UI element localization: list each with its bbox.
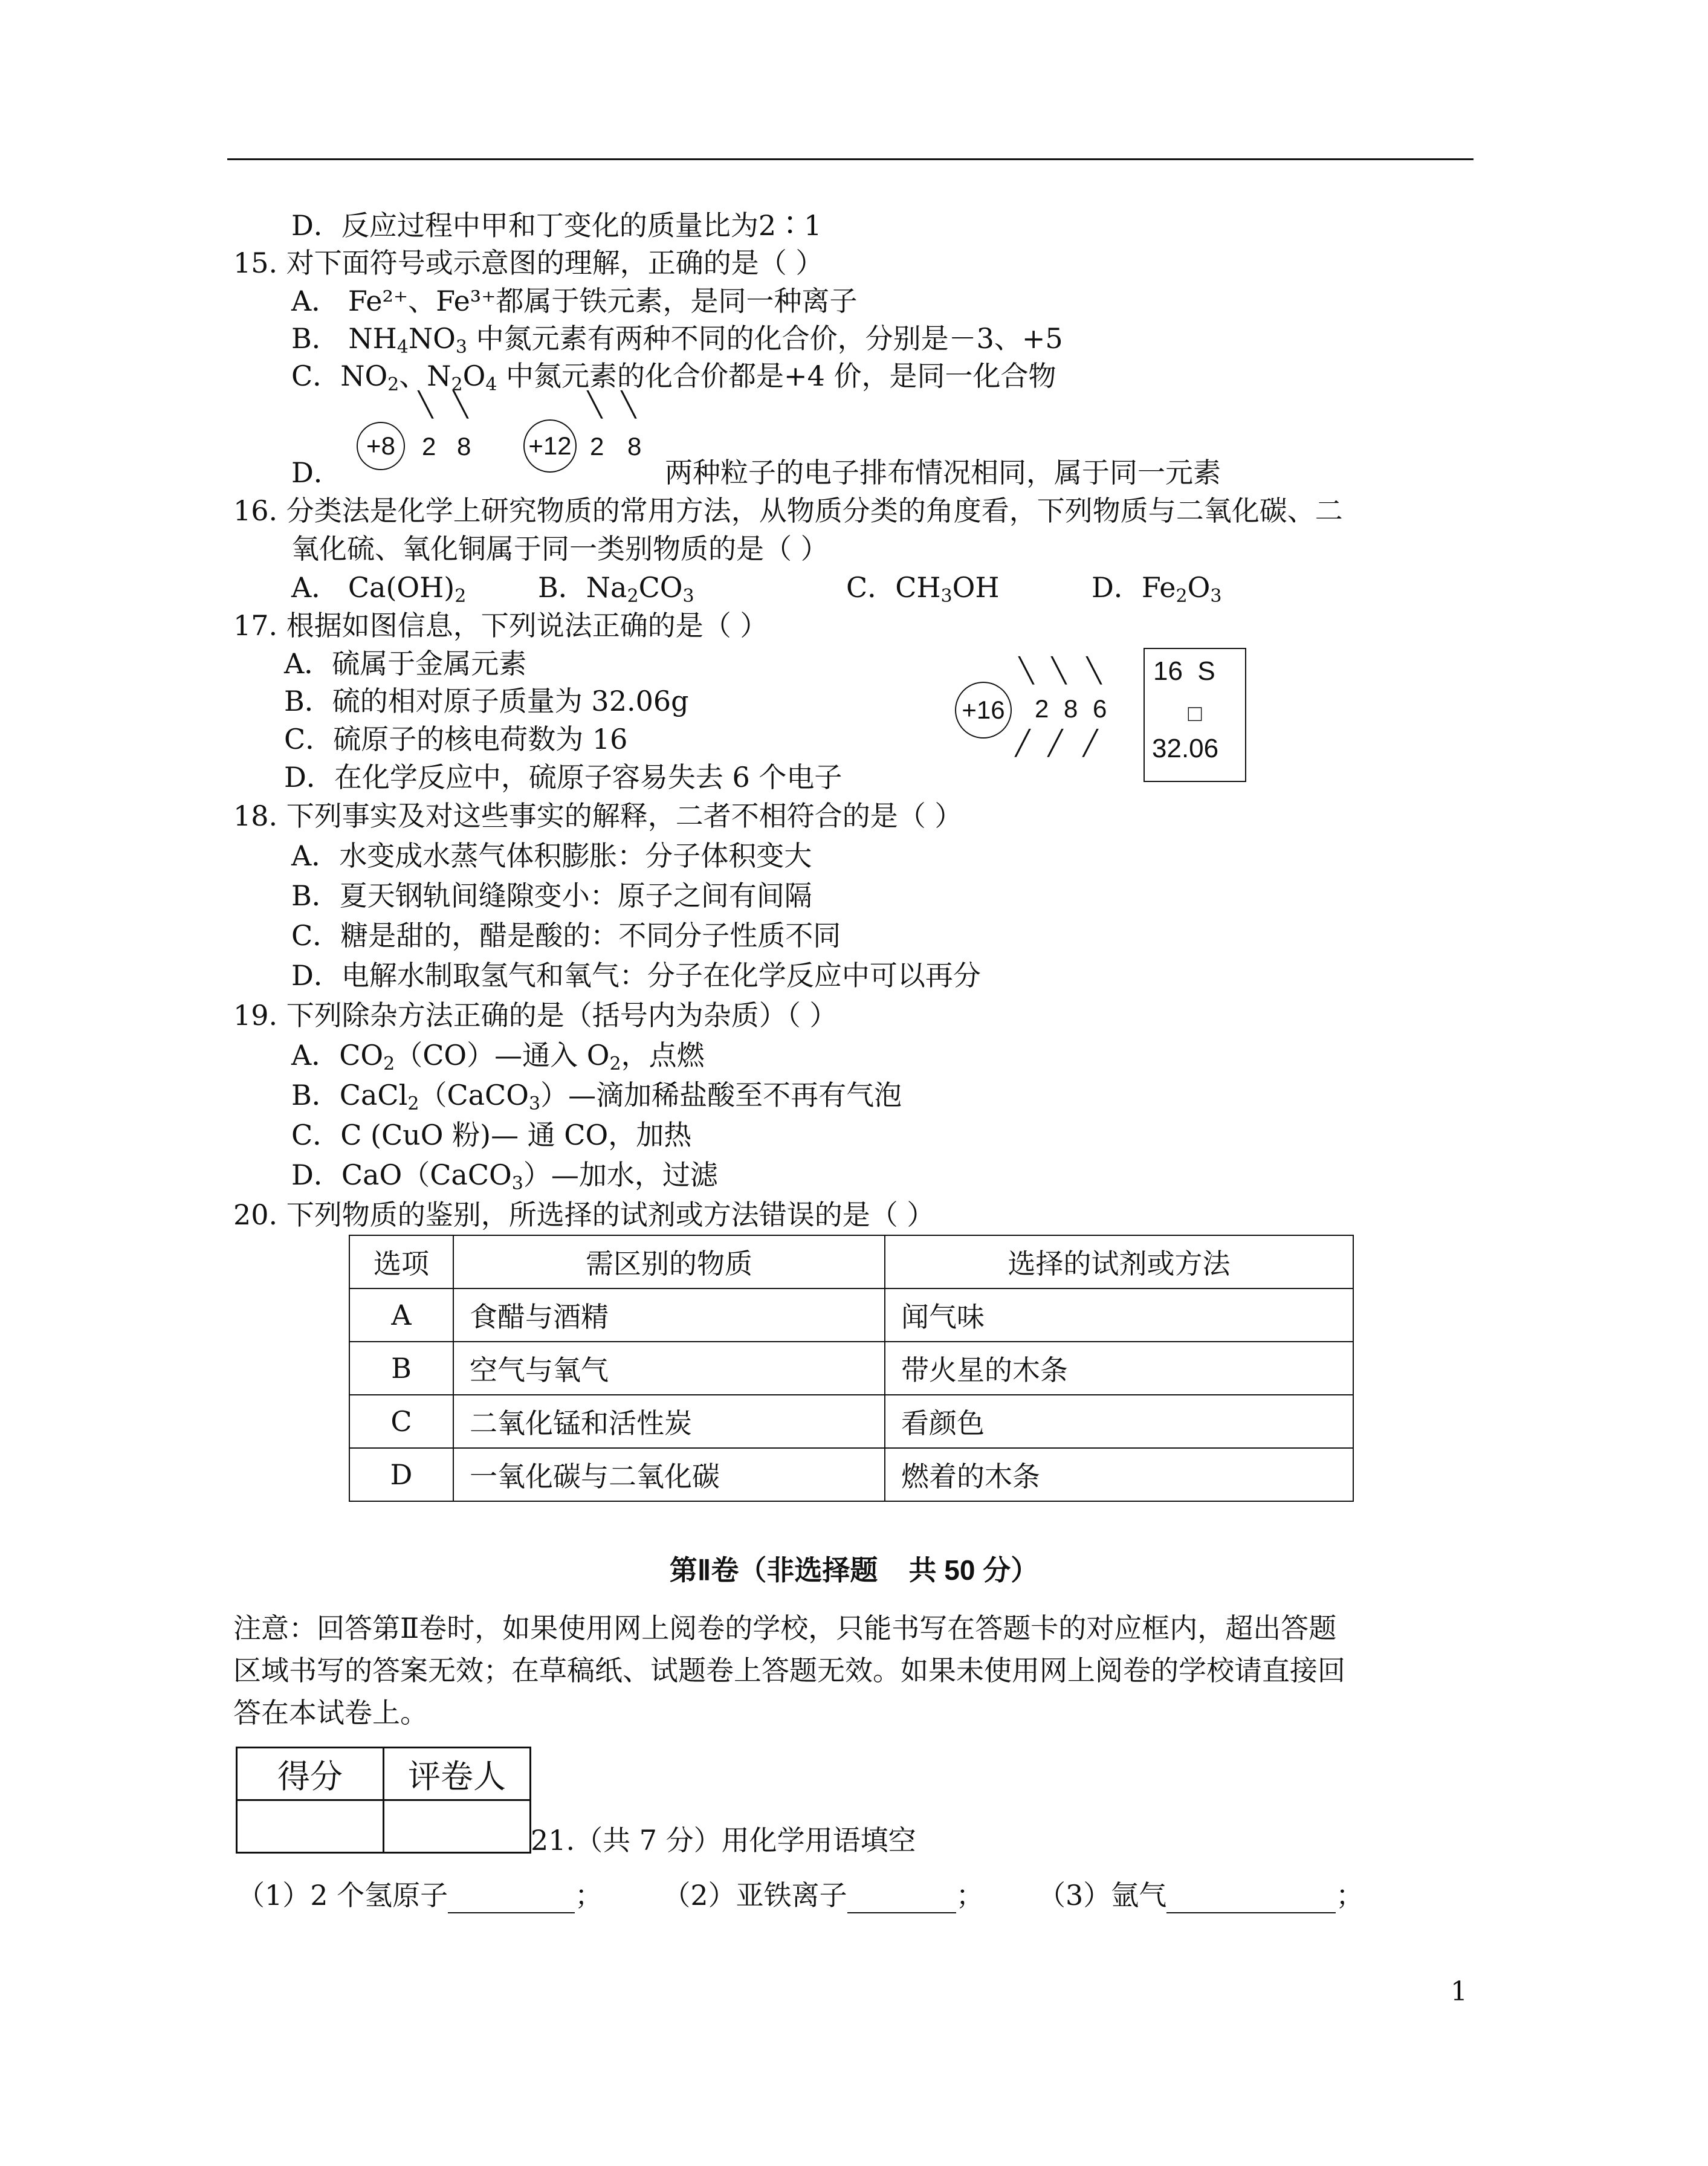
- q15-option-d-label: D．: [291, 456, 341, 489]
- separator: ；: [1336, 1879, 1364, 1912]
- notice-line2: 区域书写的答案无效；在草稿纸、试题卷上答题无效。如果未使用网上阅卷的学校请直接回: [233, 1654, 1345, 1687]
- q16-option-a: A． $Ca(OH)_2$: [291, 571, 467, 607]
- q20-table: [349, 1235, 1354, 1502]
- score-field[interactable]: [237, 1800, 384, 1853]
- grader-label: 评卷人: [384, 1748, 531, 1800]
- q19-stem: 19. 下列除杂方法正确的是（括号内为杂质）（ ）: [233, 999, 838, 1032]
- q15-stem: 15. 对下面符号或示意图的理解，正确的是（ ）: [233, 247, 824, 279]
- header-cell: 选项: [349, 1235, 453, 1288]
- table-header-row: [349, 1235, 1353, 1288]
- q17-stem: 17. 根据如图信息，下列说法正确的是（ ）: [233, 609, 768, 642]
- shell-arc: ╲: [418, 392, 433, 418]
- q15-option-b: B． $NH_4NO_3$ 中氮元素有两种不同的化合价，分别是－3、+5: [291, 322, 1063, 358]
- element-mass: 32.06: [1152, 734, 1219, 763]
- shell-arc: ╲: [1019, 658, 1034, 684]
- score-table: [236, 1747, 531, 1854]
- q18-stem: 18. 下列事实及对这些事实的解释，二者不相符合的是（ ）: [233, 800, 963, 832]
- q14-option-d: D．反应过程中甲和丁变化的质量比为2∶1: [291, 209, 822, 242]
- substance-cell: 一氧化碳与二氧化碳: [453, 1448, 885, 1501]
- option-cell: D: [349, 1448, 453, 1501]
- q19-option-b: B．CaCl$_2$（CaCO$_3$）—滴加稀盐酸至不再有气泡: [291, 1079, 902, 1114]
- q17-option-d: D．在化学反应中，硫原子容易失去 6 个电子: [284, 761, 843, 794]
- substance-cell: 食醋与酒精: [453, 1288, 885, 1342]
- answer-blank[interactable]: [448, 1876, 575, 1913]
- shell-electrons: 8: [627, 432, 642, 461]
- notice-line1: 注意：回答第Ⅱ卷时，如果使用网上阅卷的学校，只能书写在答题卡的对应框内，超出答题: [233, 1612, 1337, 1644]
- q17-option-c: C．硫原子的核电荷数为 16: [284, 723, 628, 755]
- oxygen-ion-structure-diagram: [357, 393, 490, 471]
- q21-part2-label: （2）亚铁离子: [662, 1879, 847, 1912]
- q17-option-a: A．硫属于金属元素: [284, 647, 527, 680]
- section-title: 第Ⅱ卷（非选择题 共 50 分）: [669, 1554, 1039, 1586]
- nucleus: +16: [955, 682, 1012, 739]
- table-row: [349, 1395, 1353, 1448]
- header-cell: 选择的试剂或方法: [885, 1235, 1353, 1288]
- q16-option-b: B．$Na_2CO_3$: [538, 571, 694, 607]
- shell-arc: ╲: [1087, 658, 1102, 684]
- q21-part3-label: （3）氩气: [1037, 1879, 1167, 1912]
- magnesium-ion-structure-diagram: [523, 393, 668, 471]
- shell-arc: ╱: [1015, 730, 1030, 757]
- nucleus: +12: [523, 419, 577, 473]
- option-cell: A: [349, 1288, 453, 1342]
- header-rule: [227, 158, 1473, 160]
- shell-arc: ╲: [1052, 658, 1067, 684]
- separator: ；: [575, 1879, 603, 1912]
- method-cell: 带火星的木条: [885, 1342, 1353, 1395]
- q19-option-a: A．$CO_2(CO)—$通入 $O_2$，点燃: [291, 1039, 705, 1075]
- shell-electrons: 2: [590, 432, 604, 461]
- q15-option-a: A． Fe²⁺、Fe³⁺都属于铁元素，是同一种离子: [291, 285, 858, 317]
- sulfur-periodic-table-cell: [1144, 648, 1246, 782]
- shell-arc: ╲: [453, 392, 468, 418]
- table-row: [349, 1342, 1353, 1395]
- table-row: [349, 1288, 1353, 1342]
- shell-electrons: 6: [1093, 694, 1107, 723]
- nucleus: +8: [357, 422, 405, 470]
- score-label: 得分: [237, 1748, 384, 1800]
- shell-arc: ╱: [1083, 730, 1098, 757]
- answer-blank[interactable]: [1166, 1876, 1336, 1913]
- sulfur-atom-structure-diagram: [955, 659, 1130, 761]
- option-cell: B: [349, 1342, 453, 1395]
- method-cell: 看颜色: [885, 1395, 1353, 1448]
- q18-option-c: C．糖是甜的，醋是酸的：不同分子性质不同: [291, 919, 841, 952]
- q21-stem: 21.（共 7 分）用化学用语填空: [531, 1824, 916, 1857]
- grader-field[interactable]: [384, 1800, 531, 1853]
- shell-electrons: 8: [457, 432, 471, 461]
- q19-option-d: D．CaO（CaCO$_3$）—加水，过滤: [291, 1159, 718, 1194]
- header-cell: 需区别的物质: [453, 1235, 885, 1288]
- shell-electrons: 8: [1064, 694, 1078, 723]
- q21-part1-label: （1）2 个氢原子: [237, 1879, 448, 1912]
- element-number-symbol: 16 S: [1153, 656, 1215, 686]
- q19-option-c: C．C (CuO 粉)— 通 CO，加热: [291, 1119, 692, 1151]
- q15-option-d-text: 两种粒子的电子排布情况相同，属于同一元素: [665, 456, 1221, 489]
- substance-cell: 二氧化锰和活性炭: [453, 1395, 885, 1448]
- page-number: 1: [1451, 1976, 1467, 2007]
- q18-option-a: A．水变成水蒸气体积膨胀：分子体积变大: [291, 839, 812, 872]
- table-row: [349, 1448, 1353, 1501]
- element-name: □: [1188, 701, 1202, 726]
- substance-cell: 空气与氧气: [453, 1342, 885, 1395]
- q17-option-b: B．硫的相对原子质量为 32.06g: [284, 685, 689, 717]
- shell-electrons: 2: [1035, 694, 1049, 723]
- q18-option-b: B．夏天钢轨间缝隙变小：原子之间有间隔: [291, 879, 812, 912]
- method-cell: 燃着的木条: [885, 1448, 1353, 1501]
- shell-arc: ╲: [587, 392, 603, 418]
- option-cell: C: [349, 1395, 453, 1448]
- q16-stem-line2: 氧化硫、氧化铜属于同一类别物质的是（ ）: [291, 532, 829, 565]
- q18-option-d: D．电解水制取氢气和氧气：分子在化学反应中可以再分: [291, 959, 981, 992]
- method-cell: 闻气味: [885, 1288, 1353, 1342]
- q21-blanks-row: [237, 1876, 1363, 1913]
- q15-option-c: C．$NO_2$、$N_2O_4$ 中氮元素的化合价都是+4 价，是同一化合物: [291, 360, 1056, 395]
- separator: ；: [956, 1879, 984, 1912]
- q20-stem: 20. 下列物质的鉴别，所选择的试剂或方法错误的是（ ）: [233, 1198, 935, 1231]
- answer-blank[interactable]: [847, 1876, 956, 1913]
- shell-arc: ╲: [621, 392, 636, 418]
- q16-option-d: D．$Fe_2O_3$: [1092, 571, 1222, 607]
- q16-stem-line1: 16. 分类法是化学上研究物质的常用方法，从物质分类的角度看，下列物质与二氧化碳、二: [233, 494, 1343, 527]
- q16-option-c: C．$CH_3OH$: [846, 571, 1000, 607]
- shell-arc: ╱: [1048, 730, 1063, 757]
- shell-electrons: 2: [422, 432, 436, 461]
- notice-line3: 答在本试卷上。: [233, 1696, 428, 1729]
